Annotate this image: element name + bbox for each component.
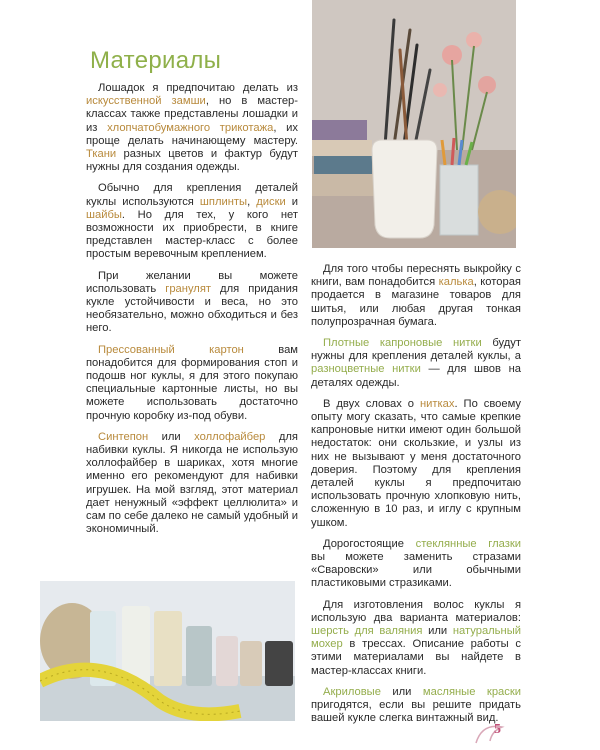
text-run: разных цветов и фактур будут нужны для создания одежды. bbox=[86, 148, 298, 174]
text-run: , bbox=[247, 195, 257, 208]
highlighted-term: искусственной замши bbox=[86, 95, 206, 108]
highlighted-term: масляные краски bbox=[422, 685, 521, 698]
text-run: Дорогостоящие bbox=[323, 537, 416, 550]
highlighted-term: нитках bbox=[419, 397, 455, 410]
section-title: Материалы bbox=[90, 47, 222, 74]
brushes-illustration bbox=[312, 0, 516, 248]
text-run: или bbox=[380, 685, 423, 698]
highlighted-term: калька bbox=[438, 276, 474, 289]
text-run: Для изготовления волос куклы я использую два варианта материалов: bbox=[311, 598, 521, 624]
highlighted-term: Ткани bbox=[86, 148, 117, 161]
paragraph bbox=[86, 182, 298, 261]
text-run: В двух словах о bbox=[323, 397, 420, 410]
left-text-column bbox=[86, 82, 298, 545]
highlighted-term: натуральный мохер bbox=[311, 625, 521, 651]
text-run: Лошадок я предпочитаю делать из bbox=[98, 82, 298, 94]
paragraph bbox=[311, 538, 521, 591]
highlighted-term: Прессованный картон bbox=[98, 343, 244, 356]
highlighted-term: хлопчатобумажного трикотажа bbox=[107, 121, 274, 134]
highlighted-term: шайбы bbox=[86, 208, 122, 221]
highlighted-term: шерсть для валяния bbox=[311, 625, 423, 638]
right-text-column bbox=[311, 263, 521, 734]
text-run: в трессах. Описание работы с этими материалами вы найдете в мастер-классах книги. bbox=[311, 638, 521, 677]
highlighted-term: разноцветные нитки bbox=[311, 363, 421, 376]
text-run: для набивки куклы. Я никогда не использую холлофайбер в шариках, хотя многие именно его рекомендуют для набивки игрушек. На мой взгляд, этот материал дает ненужный «эффект целлюлита» и сам по себе далеко не самый удобный и экономичный. bbox=[86, 430, 298, 536]
text-run: , их проще делать начинающему мастеру. bbox=[86, 121, 298, 147]
highlighted-term: шплинты bbox=[199, 195, 248, 208]
highlighted-term: Акриловые bbox=[323, 685, 381, 698]
highlighted-term: Синтепон bbox=[98, 430, 149, 443]
page-number: 5 bbox=[494, 722, 501, 737]
text-run: вам понадобится для формирования стоп и подошв ног куклы, я для этого покупаю специальные картонные листы, но вы можете использовать достаточно прочную коробку из-под обуви. bbox=[86, 343, 298, 422]
paragraph bbox=[311, 599, 521, 678]
text-run: Для того чтобы переснять выкройку с книги, вам понадобится bbox=[311, 263, 521, 289]
text-run: При желании вы можете использовать bbox=[86, 269, 298, 295]
text-run: . По своему опыту могу сказать, что самые крепкие капроновые нитки имеют один большой недостаток: они скользкие, и узлы из них не вызывают у меня достаточного доверия. Поэтому для крепления деталей куклы я предпочитаю использовать прочную хлопковую нить, сложенную в 10 раз, и иглу с крупным ушком. bbox=[311, 397, 521, 529]
paragraph bbox=[311, 337, 521, 390]
text-run: . Но для тех, у кого нет возможности их приобрести, в книге представлен мастер-класс с более простым веревочным креплением. bbox=[86, 208, 298, 261]
paragraph bbox=[86, 270, 298, 336]
brushes-photo bbox=[312, 0, 516, 248]
highlighted-term: холлофайбер bbox=[194, 430, 266, 443]
paragraph bbox=[311, 398, 521, 530]
spools-photo bbox=[40, 581, 295, 721]
text-run: и bbox=[285, 195, 299, 208]
page-corner-ornament bbox=[472, 715, 512, 745]
text-run: для придания кукле устойчивости и веса, но это необязательно, можно обходиться и без него. bbox=[86, 282, 298, 335]
text-run: или bbox=[422, 625, 453, 638]
text-run: — для швов на деталях одежды. bbox=[311, 363, 522, 389]
paragraph bbox=[311, 263, 521, 329]
text-run: , которая продается в магазине товаров для шитья, или любая другая тонкая полупрозрачная бумага. bbox=[311, 276, 521, 328]
paragraph bbox=[86, 344, 298, 423]
text-run: пригодятся, если вы решите придать вашей кукле слегка винтажный вид. bbox=[311, 699, 521, 725]
highlighted-term: гранулят bbox=[165, 282, 212, 295]
highlighted-term: Плотные капроновые нитки bbox=[323, 337, 482, 350]
text-run: , но в мастер-классах также представлены лошадки и из bbox=[86, 95, 299, 134]
paragraph bbox=[86, 82, 298, 174]
text-run: Обычно для крепления деталей куклы используются bbox=[86, 182, 298, 208]
text-run: будут нужны для крепления деталей куклы, а bbox=[311, 337, 521, 363]
highlighted-term: стеклянные глазки bbox=[415, 537, 521, 550]
spools-illustration bbox=[40, 581, 295, 721]
paragraph bbox=[86, 431, 298, 537]
text-run: или bbox=[148, 430, 195, 443]
text-run: вы можете заменить стразами «Сваровски» или обычными пластиковыми стразиками. bbox=[311, 551, 521, 590]
highlighted-term: диски bbox=[256, 195, 286, 208]
